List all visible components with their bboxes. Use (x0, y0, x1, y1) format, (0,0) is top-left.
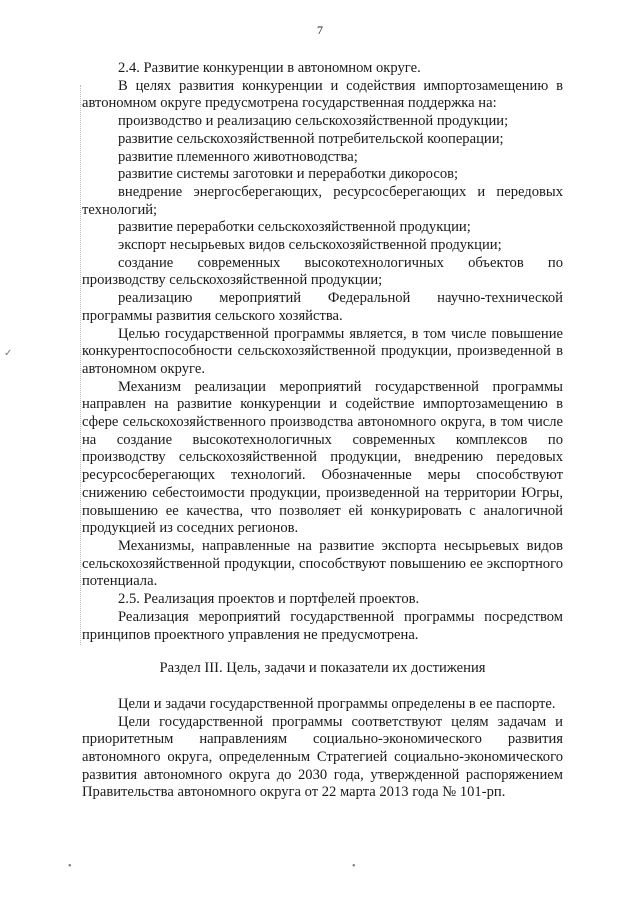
support-list-item: развитие племенного животноводства; (118, 148, 358, 165)
support-list-item: развитие сельскохозяйственной потребительской кооперации; (118, 130, 504, 147)
scan-dot: • (352, 861, 356, 872)
paragraph-passport: Цели и задачи государственной программы определены в ее паспорте. (118, 695, 556, 712)
paragraph-export: Механизмы, направленные на развитие экспорта несырьевых видов сельскохозяйственной продукции, способствуют повышению ее экспортного потенциала. (82, 537, 563, 590)
subsection-heading: 2.5. Реализация проектов и портфелей проектов. (118, 591, 420, 608)
paragraph-mechanism: Механизм реализации мероприятий государственной программы направлен на развитие конкуренции и содействие импортозамещению в сфере сельскохозяйственного производства автономного округа, в том числе на создание высокотехнологичных современных комплексов по производству сельскохозяйственной продукции, внедрению передовых ресурсосберегающих технологий. Обозначенные меры способствуют снижению себестоимости продукции, произведенной на территории Югры, повышению ее качества, что позволяет ей конкурировать с аналогичной продукцией из соседних регионов. (82, 378, 563, 537)
scan-mark: ✓ (4, 348, 13, 359)
paragraph-goal: Целью государственной программы является, в том числе повышение конкурентоспособности сельскохозяйственной продукции, произведенной в автономном округе. (82, 325, 563, 377)
page-number: 7 (317, 23, 323, 37)
support-list-item: создание современных высокотехнологичных объектов по производству сельскохозяйственной продукции; (82, 254, 563, 289)
support-list-item: экспорт несырьевых видов сельскохозяйственной продукции; (118, 237, 502, 254)
support-list-item: реализацию мероприятий Федеральной научно-технической программы развития сельского хозяйства. (82, 290, 563, 324)
paragraph-strategy: Цели государственной программы соответствуют целям задачам и приоритетным направлениям социально-экономического развития автономного округа, определенным Стратегией социально-экономического развития автономного округа до 2030 года, утвержденной распоряжением Правительства автономного округа от 22 марта 2013 года № 101-рп. (82, 713, 563, 801)
section-title: Раздел III. Цель, задачи и показатели их достижения (159, 660, 486, 677)
paragraph-projects: Реализация мероприятий государственной программы посредством принципов проектного управления не предусмотрена. (82, 608, 563, 643)
support-list-item: внедрение энергосберегающих, ресурсосберегающих и передовых технологий; (82, 183, 563, 218)
document-body (82, 60, 563, 802)
support-list-item: развитие переработки сельскохозяйственной продукции; (118, 219, 471, 236)
support-list-item: производство и реализацию сельскохозяйственной продукции; (118, 113, 509, 130)
scan-dot: • (68, 861, 72, 872)
support-list-item: развитие системы заготовки и переработки дикоросов; (118, 166, 459, 183)
subsection-heading: 2.4. Развитие конкуренции в автономном округе. (118, 60, 421, 76)
scan-edge-line (80, 85, 81, 645)
paragraph-support-intro: В целях развития конкуренции и содействия импортозамещению в автономном округе предусмотрена государственная поддержка на: (82, 77, 563, 112)
